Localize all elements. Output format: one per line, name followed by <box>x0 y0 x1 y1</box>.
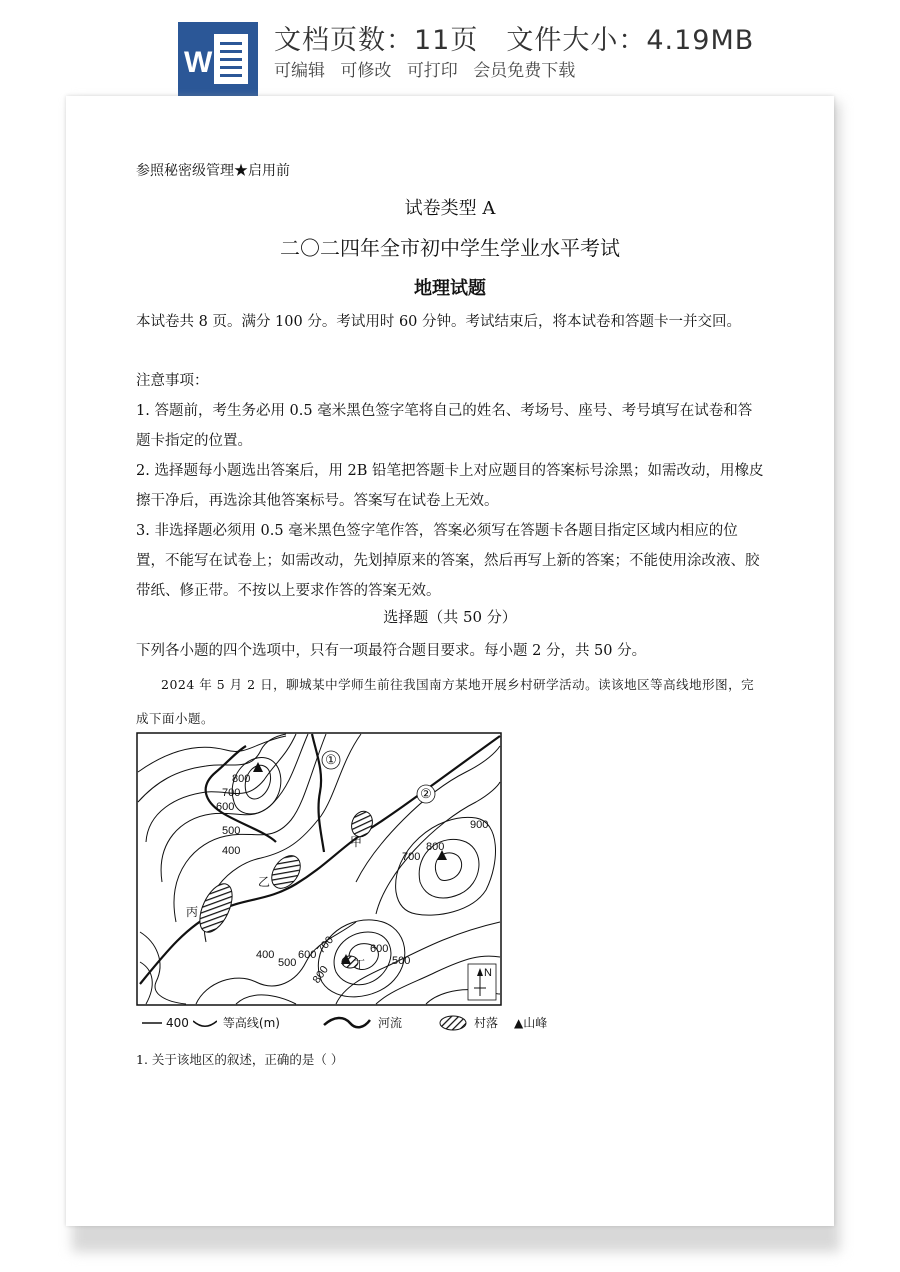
contour-label: 400 <box>256 949 275 961</box>
feature-member-download[interactable]: 会员免费下载 <box>473 61 576 81</box>
section-instructions: 下列各小题的四个选项中，只有一项最符合题目要求。每小题 2 分，共 50 分。 <box>136 643 647 659</box>
contour-label: 500 <box>392 955 411 967</box>
legend-river <box>322 1014 402 1031</box>
contour-label: 700 <box>402 851 421 863</box>
river-line-icon <box>322 1016 372 1030</box>
banner-features <box>274 56 585 81</box>
legend-village-text: 村落 <box>474 1016 499 1030</box>
file-size: 文件大小：4.19MB <box>506 25 755 56</box>
legend-village <box>438 1014 498 1031</box>
contour-map <box>136 732 502 1006</box>
contour-label: 500 <box>278 957 297 969</box>
question-1: 1. 关于该地区的叙述，正确的是（ ） <box>136 1052 344 1067</box>
word-document-icon <box>178 22 258 96</box>
subject-title: 地理试题 <box>414 278 486 299</box>
note-2: 2. 选择题每小题选出答案后，用 2B 铅笔把答题卡上对应题目的答案标号涂黑；如需改动，用橡皮擦干净后，再选涂其他答案标号。答案写在试卷上无效。 <box>136 463 764 509</box>
contour-label: 500 <box>222 825 241 837</box>
legend-contour <box>142 1014 280 1031</box>
contour-label: 800 <box>426 841 445 853</box>
river-2-label: ② <box>420 786 432 801</box>
feature-printable: 可打印 <box>406 61 458 81</box>
notes-heading: 注意事项： <box>136 373 209 389</box>
river-1-label: ① <box>325 752 337 767</box>
paper-type: 试卷类型 A <box>404 198 496 219</box>
contour-line-icon <box>142 1018 162 1028</box>
village-yi-label: 乙 <box>258 875 271 889</box>
svg-text:W: W <box>184 46 213 79</box>
exam-title: 二〇二四年全市初中学生学业水平考试 <box>280 236 620 260</box>
section-title: 选择题（共 50 分） <box>383 608 517 626</box>
contour-label: 600 <box>298 949 317 961</box>
download-banner <box>0 0 900 100</box>
legend-peak <box>514 1014 547 1031</box>
contour-label: 900 <box>470 819 489 831</box>
contour-label: 800 <box>232 773 251 785</box>
contour-label: 600 <box>216 801 235 813</box>
village-jia-label: 甲 <box>350 835 363 849</box>
banner-file-info <box>274 18 754 57</box>
legend-contour-value: 400 <box>166 1015 189 1030</box>
village-ding-label: 丁 <box>354 959 365 971</box>
map-legend <box>142 1012 582 1036</box>
contour-label: 800 <box>310 963 331 986</box>
document-page <box>66 96 834 1226</box>
feature-modifiable: 可修改 <box>340 61 392 81</box>
village-bing-label: 丙 <box>186 905 199 919</box>
contour-label: 700 <box>315 934 337 956</box>
north-label: N <box>484 967 492 979</box>
note-3: 3. 非选择题必须用 0.5 毫米黑色签字笔作答，答案必须写在答题卡各题目指定区域内相应的位置，不能写在试卷上；如需改动，先划掉原来的答案，然后再写上新的答案；不能使用涂改液、胶带纸、修正带。不按以上要求作答的答案无效。 <box>136 523 760 599</box>
village-hatch-icon <box>438 1015 468 1031</box>
contour-map-svg <box>136 732 502 1006</box>
legend-river-text: 河流 <box>378 1016 403 1030</box>
question-intro: 2024 年 5 月 2 日，聊城某中学师生前往我国南方某地开展乡村研学活动。读该地区等高线地形图，完成下面小题。 <box>136 677 755 726</box>
feature-editable: 可编辑 <box>274 61 325 81</box>
contour-label: 400 <box>222 845 241 857</box>
contour-label: 700 <box>222 787 241 799</box>
note-1: 1. 答题前，考生务必用 0.5 毫米黑色签字笔将自己的姓名、考场号、座号、考号填写在试卷和答题卡指定的位置。 <box>136 403 753 449</box>
exam-info-paragraph: 本试卷共 8 页。满分 100 分。考试用时 60 分钟。考试结束后，将本试卷和答题卡一并交回。 <box>136 314 742 330</box>
page-count: 文档页数：11页 <box>274 25 479 56</box>
legend-peak-text: ▲山峰 <box>514 1016 548 1030</box>
legend-contour-text: 等高线(m) <box>222 1016 280 1030</box>
contour-curve-icon <box>193 1018 217 1028</box>
secret-level: 参照秘密级管理★启用前 <box>136 163 290 179</box>
north-arrow <box>468 964 496 1000</box>
contour-label: 600 <box>370 943 389 955</box>
